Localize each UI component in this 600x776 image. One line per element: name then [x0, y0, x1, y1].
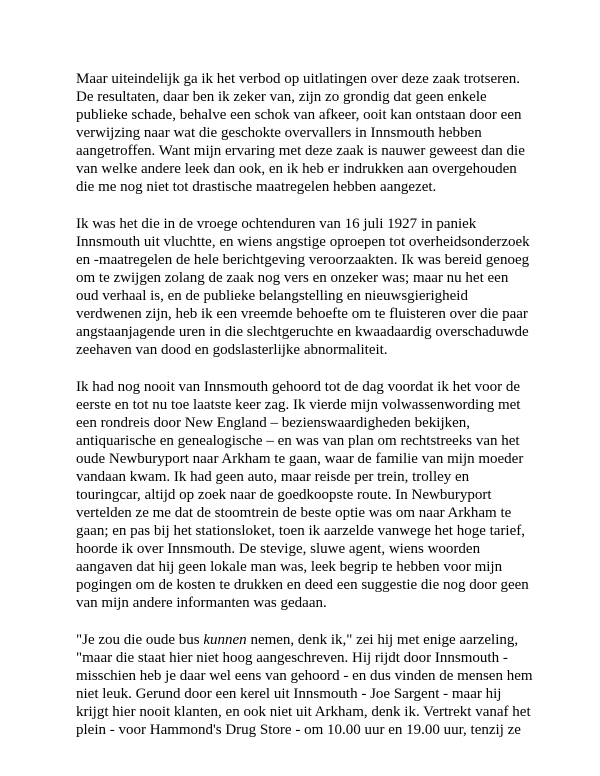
- text-line: krijgt hier nooit klanten, en ook niet uit Arkham, denk ik. Vertrekt vanaf het: [76, 704, 531, 720]
- text-line: plein - voor Hammond's Drug Store - om 10.00 uur en 19.00 uur, tenzij ze: [76, 722, 521, 738]
- text-line: van mijn andere informanten was gedaan.: [76, 595, 327, 611]
- text-line: van welke andere leek dan ook, en ik heb er indrukken aan overgehouden: [76, 161, 517, 177]
- text-line: antiquarische en genealogische – en was van plan om rechtstreeks van het: [76, 433, 520, 449]
- text-line: oude Newburyport naar Arkham te gaan, waar de familie van mijn moeder: [76, 451, 524, 467]
- text-line: aangaven dat hij geen lokale man was, leek begrip te hebben voor mijn: [76, 559, 503, 575]
- text-line: Innsmouth uit vluchtte, en wiens angstige oproepen tot overheidsonderzoek: [76, 234, 530, 250]
- text-line: die me nog niet tot drastische maatregelen hebben aangezet.: [76, 179, 437, 195]
- text-line: oud verhaal is, en de publieke belangstelling en nieuwsgierigheid: [76, 288, 468, 304]
- text-line: niet leuk. Gerund door een kerel uit Innsmouth - Joe Sargent - maar hij: [76, 686, 502, 702]
- text-line: eerste en tot nu toe laatste keer zag. Ik vierde mijn volwassenwording met: [76, 397, 521, 413]
- document-page: [76, 70, 533, 739]
- text-line: publieke schade, behalve een schok van afkeer, ooit kan ontstaan door een: [76, 107, 522, 123]
- emphasized-word: kunnen: [203, 632, 247, 648]
- text-line: hoorde ik over Innsmouth. De stevige, sluwe agent, wiens woorden: [76, 541, 481, 557]
- text-line: om te zwijgen zolang de zaak nog vers en onzeker was; maar nu het een: [76, 270, 509, 286]
- paragraph-2: [76, 215, 530, 359]
- text-line: en -maatregelen de hele berichtgeving veroorzaakten. Ik was bereid genoeg: [76, 252, 530, 268]
- paragraph-1: [76, 70, 524, 196]
- text-line: vertelden ze me dat de stoomtrein de beste optie was om naar Arkham te: [76, 505, 512, 521]
- text-line: gaan; en pas bij het stationsloket, toen ik aarzelde vanwege het hoge tarief,: [76, 523, 525, 539]
- text-line: pogingen om de kosten te drukken en deed een suggestie die nog door geen: [76, 577, 529, 593]
- text-line: angstaanjagende uren in die slechtgeruchte en kwaadaardig overschaduwde: [76, 324, 529, 340]
- text-line: verdwenen zijn, heb ik een vreemde behoefte om te fluisteren over die paar: [76, 306, 528, 322]
- text-line: Ik was het die in de vroege ochtenduren van 16 juli 1927 in paniek: [76, 216, 477, 232]
- text-line-with-emphasis: "Je zou die oude bus kunnen nemen, denk ik," zei hij met enige aarzeling,: [76, 632, 519, 648]
- text-line: Ik had nog nooit van Innsmouth gehoord tot de dag voordat ik het voor de: [76, 379, 521, 395]
- text-line: misschien heb je daar wel eens van gehoord - en dus vinden de mensen hem: [76, 668, 533, 684]
- text-line: touringcar, altijd op zoek naar de goedkoopste route. In Newburyport: [76, 487, 492, 503]
- text-line: vandaan kwam. Ik had geen auto, maar reisde per trein, trolley en: [76, 469, 470, 485]
- text-line: een rondreis door New England – bezienswaardigheden bekijken,: [76, 415, 471, 431]
- text-line: verwijzing naar wat die geschokte overvallers in Innsmouth hebben: [76, 125, 482, 141]
- text-line: "maar die staat hier niet hoog aangeschreven. Hij rijdt door Innsmouth -: [76, 650, 508, 666]
- text-line: aangetroffen. Want mijn ervaring met deze zaak is nauwer geweest dan die: [76, 143, 525, 159]
- text-line: zeehaven van dood en godslasterlijke abnormaliteit.: [76, 342, 388, 358]
- text-line: De resultaten, daar ben ik zeker van, zijn zo grondig dat geen enkele: [76, 89, 487, 105]
- text-line: Maar uiteindelijk ga ik het verbod op uitlatingen over deze zaak trotseren.: [76, 71, 521, 87]
- paragraph-3: [76, 378, 529, 612]
- paragraph-4: [76, 631, 533, 739]
